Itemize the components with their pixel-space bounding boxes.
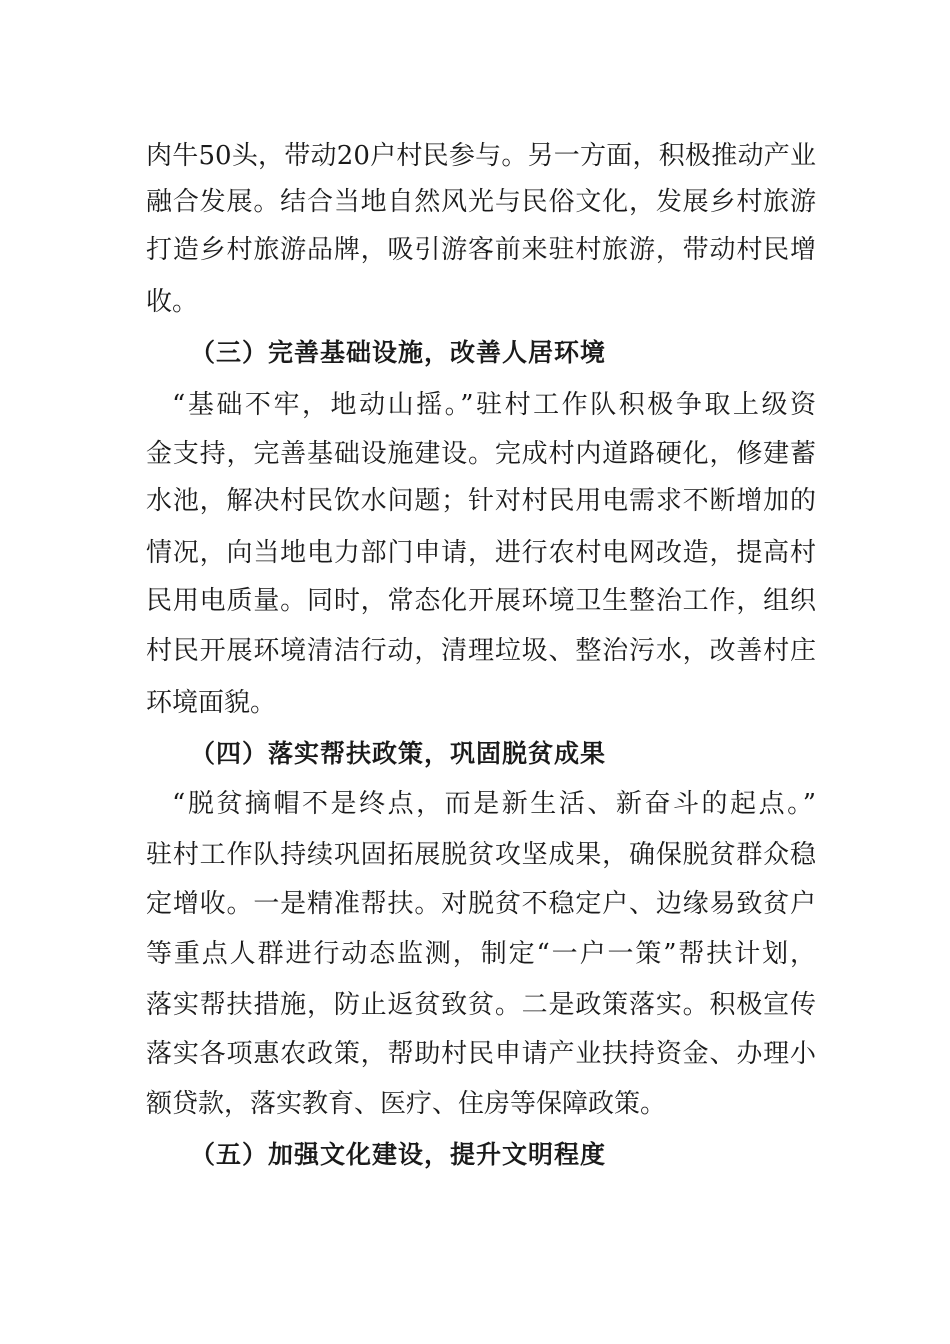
paragraph-line: 额贷款，落实教育、医疗、住房等保障政策。 xyxy=(146,1089,667,1119)
paragraph-line: 落实帮扶措施，防止返贫致贫。二是政策落实。积极宣传 xyxy=(146,990,816,1020)
section-heading-4: （四）落实帮扶政策，巩固脱贫成果 xyxy=(190,739,607,768)
paragraph-line: 民用电质量。同时，常态化开展环境卫生整治工作，组织 xyxy=(146,586,816,616)
section-heading-3: （三）完善基础设施，改善人居环境 xyxy=(190,338,607,367)
paragraph-line: 肉牛50头，带动20户村民参与。另一方面，积极推动产业 xyxy=(146,141,816,171)
paragraph-line: 情况，向当地电力部门申请，进行农村电网改造，提高村 xyxy=(146,538,816,568)
paragraph-line: 金支持，完善基础设施建设。完成村内道路硬化，修建蓄 xyxy=(146,439,816,469)
paragraph-line: 收。 xyxy=(146,287,199,317)
paragraph-line: 水池，解决村民饮水问题；针对村民用电需求不断增加的 xyxy=(146,486,816,516)
paragraph-line: 落实各项惠农政策，帮助村民申请产业扶持资金、办理小 xyxy=(146,1039,816,1069)
paragraph-line: 驻村工作队持续巩固拓展脱贫攻坚成果，确保脱贫群众稳 xyxy=(146,840,816,870)
paragraph-line: 打造乡村旅游品牌，吸引游客前来驻村旅游，带动村民增 xyxy=(146,235,816,265)
section-heading-5: （五）加强文化建设，提升文明程度 xyxy=(190,1140,607,1169)
paragraph-line: 融合发展。结合当地自然风光与民俗文化，发展乡村旅游 xyxy=(146,187,816,217)
paragraph-line: 村民开展环境清洁行动，清理垃圾、整治污水，改善村庄 xyxy=(146,636,816,666)
paragraph-line: 等重点人群进行动态监测，制定“一户一策”帮扶计划， xyxy=(146,939,816,969)
paragraph-line: “基础不牢，地动山摇。”驻村工作队积极争取上级资 xyxy=(172,390,816,420)
paragraph-line: 定增收。一是精准帮扶。对脱贫不稳定户、边缘易致贫户 xyxy=(146,889,816,919)
paragraph-line: “脱贫摘帽不是终点，而是新生活、新奋斗的起点。” xyxy=(172,789,816,819)
paragraph-line: 环境面貌。 xyxy=(146,688,277,718)
